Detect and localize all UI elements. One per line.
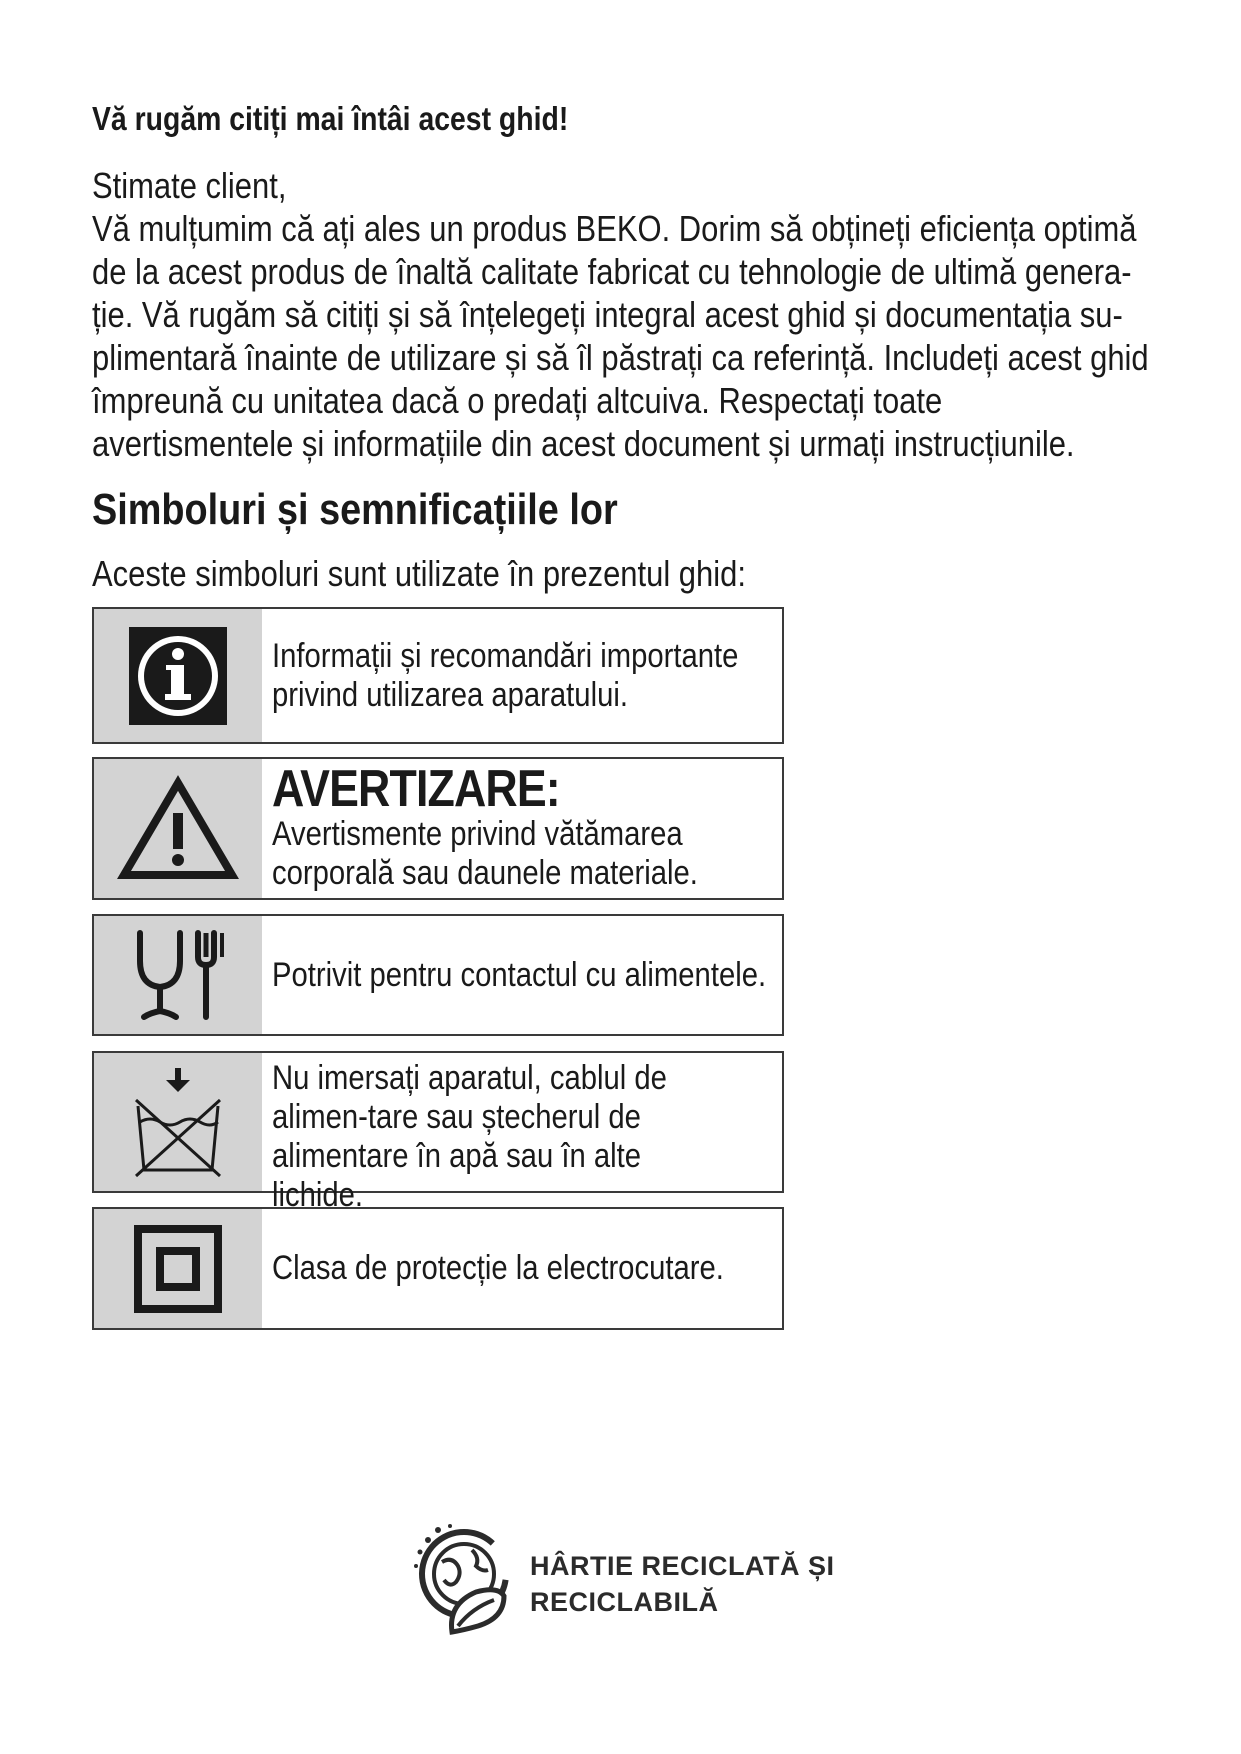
warning-heading: AVERTIZARE: xyxy=(272,760,560,818)
symbol-row-protection-class xyxy=(92,1207,784,1330)
recycled-paper-globe-leaf-icon xyxy=(412,1522,516,1645)
section-intro: Aceste simboluri sunt utilizate în prezentul ghid: xyxy=(92,553,746,594)
symbol-row-warning xyxy=(92,757,784,900)
symbol-row-info xyxy=(92,607,784,744)
symbol-description: Informații și recomandări importante privind utilizarea aparatului. xyxy=(272,636,739,714)
recycled-paper-badge xyxy=(412,1522,835,1645)
symbol-description: Avertismente privind vătămarea corporală sau daunele materiale. xyxy=(272,815,698,892)
symbol-description: Nu imersați aparatul, cablul de alimen-tare sau ștecherul de alimentare în apă sau în alte lichide. xyxy=(272,1059,667,1214)
double-insulation-icon xyxy=(94,1209,262,1328)
eco-badge-line2: RECICLABILĂ xyxy=(530,1586,719,1617)
eco-badge-line1: HÂRTIE RECICLATĂ ȘI xyxy=(530,1550,835,1581)
intro-heading: Vă rugăm citiți mai întâi acest ghid! xyxy=(92,100,569,137)
page-content xyxy=(92,100,1152,605)
section-title: Simboluri și semnificațiile lor xyxy=(92,485,618,534)
symbol-row-food-contact xyxy=(92,914,784,1036)
symbol-description: Clasa de protecție la electrocutare. xyxy=(272,1249,724,1287)
food-contact-icon xyxy=(94,916,262,1034)
no-immersion-icon xyxy=(94,1053,262,1191)
salutation: Stimate client, xyxy=(92,165,287,206)
symbol-description: Potrivit pentru contactul cu alimentele. xyxy=(272,955,767,994)
info-icon xyxy=(94,609,262,742)
symbol-row-no-immersion xyxy=(92,1051,784,1214)
intro-paragraph: Vă mulțumim că ați ales un produs BEKO. Dorim să obțineți eficiența optimă de la acest produs de înaltă calitate fabricat cu tehnologie de ultimă genera-ție. Vă rugăm să citiți și să înțelegeți integral acest ghid și documentația su-plimentară înainte de utilizare și să îl păstrați ca referință. Includeți acest ghid împreună cu unitatea dacă o predați altcuiva. Respectați toate avertismentele și informațiile din acest document și urmați instrucțiunile. xyxy=(92,208,1149,464)
warning-triangle-icon xyxy=(94,759,262,898)
